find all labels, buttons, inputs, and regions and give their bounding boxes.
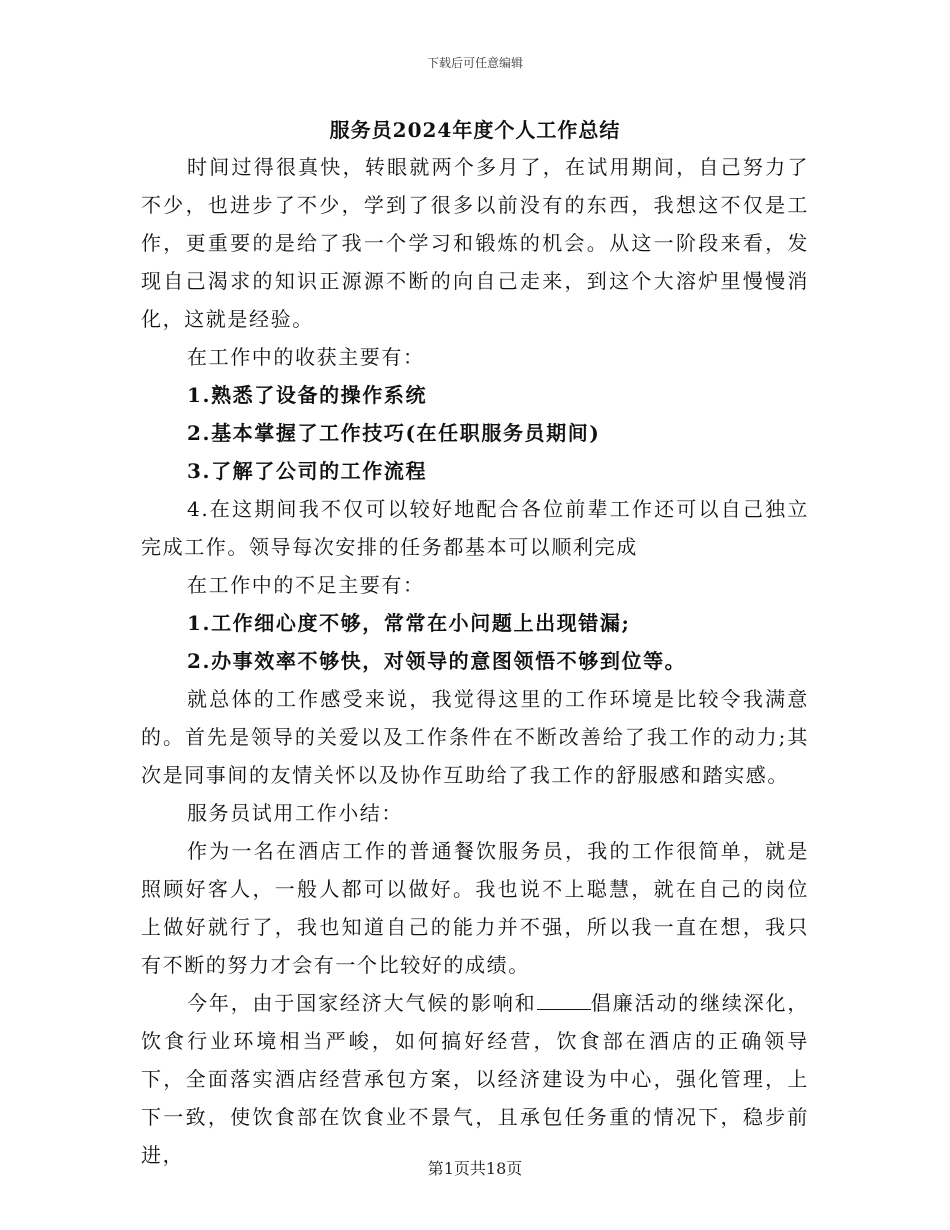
document-body bbox=[141, 148, 809, 1174]
document-title: 服务员2024年度个人工作总结 bbox=[329, 118, 621, 142]
paragraph-intro: 时间过得很真快，转眼就两个多月了，在试用期间，自己努力了不少，也进步了不少，学到了很多以前没有的东西，我想这不仅是工作，更重要的是给了我一个学习和锻炼的机会。从这一阶段来看，发现自己渴求的知识正源源不断的向自己走来，到这个大溶炉里慢慢消化，这就是经验。 bbox=[141, 155, 809, 331]
gain-item-4: 4.在这期间我不仅可以较好地配合各位前辈工作还可以自己独立完成工作。领导每次安排的任务都基本可以顺利完成 bbox=[141, 497, 809, 559]
paragraph-gains-heading: 在工作中的收获主要有： bbox=[187, 345, 425, 369]
page-footer: 第1页共18页 bbox=[427, 1159, 523, 1178]
paragraph-probation-heading: 服务员试用工作小结： bbox=[187, 801, 403, 825]
gain-item-2: 2.基本掌握了工作技巧(在任职服务员期间) bbox=[187, 421, 601, 445]
fill-in-blank bbox=[537, 991, 591, 1010]
gain-item-1: 1.熟悉了设备的操作系统 bbox=[187, 383, 428, 407]
paragraph-shortcomings-heading: 在工作中的不足主要有： bbox=[187, 573, 425, 597]
paragraph-this-year-rest: 倡廉活动的继续深化，饮食行业环境相当严峻，如何搞好经营，饮食部在酒店的正确领导下，全面落实酒店经营承包方案，以经济建设为中心，强化管理，上下一致，使饮食部在饮食业不景气，且承包任务重的情况下，稳步前进， bbox=[141, 991, 810, 1167]
paragraph-this-year-start: 今年，由于国家经济大气候的影响和 bbox=[187, 991, 537, 1015]
paragraph-overall-feeling: 就总体的工作感受来说，我觉得这里的工作环境是比较令我满意的。首先是领导的关爱以及工作条件在不断改善给了我工作的动力;其次是同事间的友情关怀以及协作互助给了我工作的舒服感和踏实感。 bbox=[141, 687, 809, 787]
paragraph-waiter-work: 作为一名在酒店工作的普通餐饮服务员，我的工作很简单，就是照顾好客人，一般人都可以做好。我也说不上聪慧，就在自己的岗位上做好就行了，我也知道自己的能力并不强，所以我一直在想，我只有不断的努力才会有一个比较好的成绩。 bbox=[141, 839, 809, 977]
paragraph-this-year bbox=[141, 984, 809, 1174]
shortcoming-item-1: 1.工作细心度不够，常常在小问题上出现错漏; bbox=[187, 611, 631, 635]
page-header: 下载后可任意编辑 bbox=[426, 56, 523, 70]
gain-item-3: 3.了解了公司的工作流程 bbox=[187, 459, 428, 483]
shortcoming-item-2: 2.办事效率不够快，对领导的意图领悟不够到位等。 bbox=[187, 649, 687, 673]
